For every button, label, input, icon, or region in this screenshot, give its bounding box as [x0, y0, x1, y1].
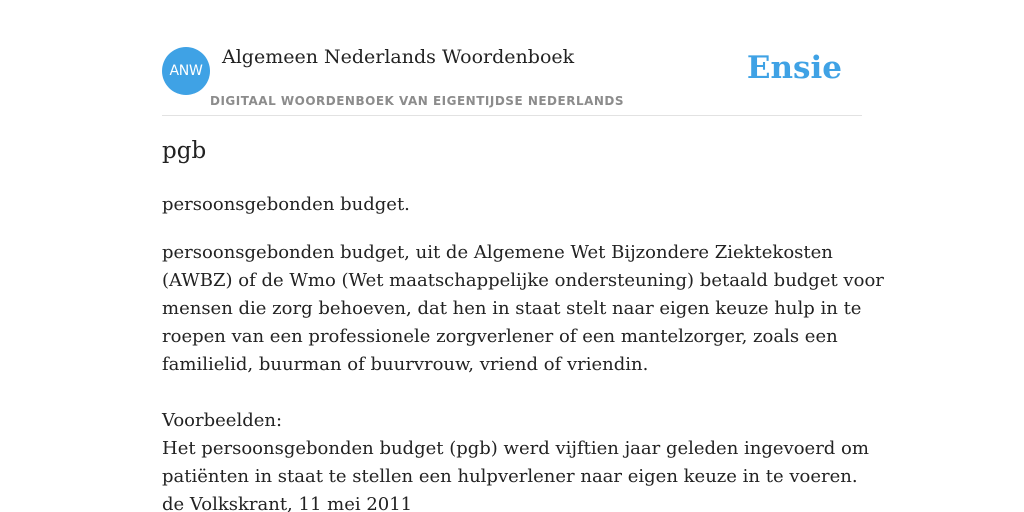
examples-section [162, 407, 869, 512]
long-definition [162, 239, 884, 379]
definition-line: persoonsgebonden budget, uit de Algemene Wet Bijzondere Ziektekosten [162, 242, 833, 263]
example-source: de Volkskrant, 11 mei 2011 [162, 494, 413, 512]
site-tagline: DIGITAAL WOORDENBOEK VAN EIGENTIJDSE NEDERLANDS [210, 94, 625, 108]
definition-line: roepen van een professionele zorgverlener of een mantelzorger, zoals een [162, 326, 838, 347]
short-definition: persoonsgebonden budget. [162, 194, 410, 215]
ensie-brand-link[interactable]: Ensie [746, 50, 842, 86]
example-line: Het persoonsgebonden budget (pgb) werd vijftien jaar geleden ingevoerd om [162, 438, 869, 459]
definition-line: mensen die zorg behoeven, dat hen in staat stelt naar eigen keuze hulp in te [162, 298, 862, 319]
entry-headword: pgb [162, 138, 207, 164]
site-header [162, 0, 862, 116]
anw-logo[interactable]: ANW [162, 47, 210, 95]
site-title-link[interactable]: Algemeen Nederlands Woordenboek [222, 46, 575, 68]
definition-line: (AWBZ) of de Wmo (Wet maatschappelijke ondersteuning) betaald budget voor [162, 270, 884, 291]
definition-line: familielid, buurman of buurvrouw, vriend of vriendin. [162, 354, 649, 375]
examples-heading: Voorbeelden: [162, 410, 283, 431]
example-line: patiënten in staat te stellen een hulpverlener naar eigen keuze in te voeren. [162, 466, 858, 487]
page [162, 0, 884, 512]
